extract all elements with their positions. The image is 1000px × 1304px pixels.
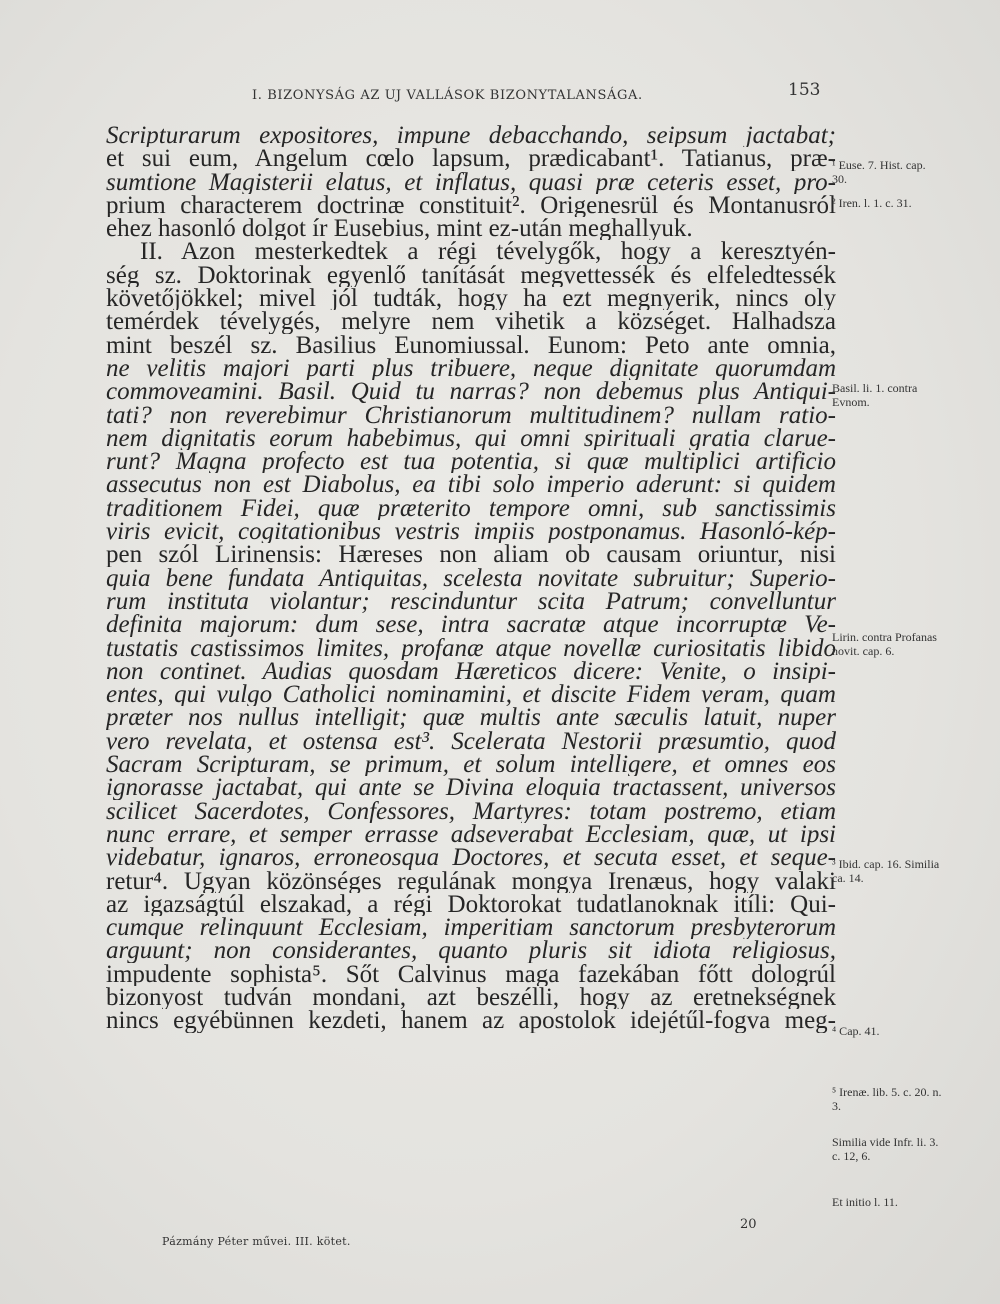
margin-note: Similia vide Infr. li. 3. c. 12, 6. — [832, 1135, 939, 1163]
text-line: prium characterem doctrinæ constituit². Origenesrül és Montanusról — [106, 193, 836, 218]
text-line: commoveamini. Basil. Quid tu narras? non debemus plus Antiqui- — [106, 380, 836, 404]
text-line: tustatis castissimos limites, profanæ atque novellæ curiositatis libido — [106, 636, 836, 660]
text-line: præter nos nullus intelligit; quæ multis ante sæculis latuit, nuper — [106, 706, 836, 730]
text-line: scilicet Sacerdotes, Confessores, Martyres: totam postremo, etiam — [106, 799, 836, 823]
body-text — [106, 124, 836, 1033]
text-line: vero revelata, et ostensa est³. Scelerata Nestorii præsumtio, quod — [106, 729, 836, 754]
text-line: mint beszél sz. Basilius Eunomiussal. Eunom: Peto ante omnia, — [106, 333, 836, 357]
text-line: arguunt; non considerantes, quanto pluris sit idiota religiosus, — [106, 939, 836, 963]
text-line: az igazságtúl elszakad, a régi Doktorokat tudatlanoknak itíli: Qui- — [106, 892, 836, 917]
text-line: quia bene fundata Antiquitas, scelesta novitate subruitur; Superio- — [106, 566, 836, 590]
text-line: bizonyost tudván mondani, azt beszélli, hogy az eretnekségnek — [106, 985, 836, 1010]
text-line: assecutus non est Diabolus, ea tibi solo imperio aderunt: si quidem — [106, 473, 836, 497]
margin-note: Et initio l. 11. — [832, 1195, 898, 1209]
text-line: pen szól Lirinensis: Hæreses non aliam ob causam oriuntur, nisi — [106, 543, 836, 567]
text-line: rum instituta violantur; rescinduntur scita Patrum; convelluntur — [106, 589, 836, 614]
text-line: követőjökkel; mivel jól tudták, hogy ha ezt megnyerik, nincs oly — [106, 287, 836, 311]
text-line: nunc errare, et semper errasse adseverabat Ecclesiam, quæ, ut ipsi — [106, 822, 836, 847]
margin-note: ¹ Euse. 7. Hist. cap. 30. — [832, 158, 926, 186]
text-line: impudente sophista⁵. Sőt Calvinus maga fazekában főtt dologrúl — [106, 962, 836, 986]
text-line: tati? non reverebimur Christianorum multitudinem? nullam ratio- — [106, 403, 836, 427]
text-line: entes, qui vulgo Catholici nominamini, et discite Fidem veram, quam — [106, 683, 836, 707]
text-line: II. Azon mesterkedtek a régi tévelygők, hogy a keresztyén- — [140, 240, 836, 264]
text-line: non continet. Audias quosdam Hæreticos dicere: Venite, o insipi- — [106, 659, 836, 684]
text-line: traditionem Fidei, quæ præterito tempore omni, sub sanctissimis — [106, 496, 836, 521]
text-line: ne velitis majori parti plus tribuere, neque dignitate quorumdam — [106, 356, 836, 381]
text-line: et sui eum, Angelum cœlo lapsum, prædicabant¹. Tatianus, præ- — [106, 147, 836, 171]
text-line: Scripturarum expositores, impune debacchando, seipsum jactabat; — [106, 124, 836, 148]
text-line: Sacram Scripturam, se primum, et solum intelligere, et omnes eos — [106, 753, 836, 777]
text-line: retur⁴. Ugyan közönséges regulának mongya Irenæus, hogy valaki — [106, 869, 836, 893]
text-line: videbatur, ignaros, erroneosqua Doctores, et secuta esset, et seque- — [106, 846, 836, 870]
margin-note: ⁵ Irenæ. lib. 5. c. 20. n. 3. — [832, 1085, 942, 1113]
text-line: ehez hasonló dolgot ír Eusebius, mint ez-után meghallyuk. — [106, 217, 693, 241]
text-line: viris evicit, cogitationibus vestris impiis postponamus. Hasonló-kép- — [106, 520, 836, 544]
text-line: nincs egyébünnen kezdeti, hanem az apostolok idejétűl-fogva meg- — [106, 1009, 836, 1033]
text-line: nem dignitatis eorum habebimus, qui omni spirituali gratia clarue- — [106, 426, 836, 451]
text-line: sumtione Magisterii elatus, et inflatus, quasi præ ceteris esset, pro- — [106, 170, 836, 194]
text-line: ignorasse jactabat, qui ante se Divina eloquia tractassent, universos — [106, 776, 836, 800]
margin-note: ² Iren. l. 1. c. 31. — [832, 196, 912, 210]
margin-note: ³ Ibid. cap. 16. Similia ca. 14. — [832, 857, 940, 885]
margin-note: Lirin. contra Profanas novit. cap. 6. — [832, 630, 937, 658]
margin-note: ⁴ Cap. 41. — [832, 1024, 880, 1038]
footer-imprint: Pázmány Péter művei. III. kötet. — [162, 1235, 351, 1248]
running-title: I. BIZONYSÁG AZ UJ VALLÁSOK BIZONYTALANSÁGA. — [252, 88, 643, 103]
page-number: 153 — [788, 80, 821, 100]
text-line: cumque relinquunt Ecclesiam, imperitiam sanctorum presbyterorum — [106, 916, 836, 940]
text-line: temérdek tévelygés, melyre nem vihetik a községet. Halhadsza — [106, 310, 836, 334]
text-line: definita majorum: dum sese, intra sacratæ atque incorruptæ Ve- — [106, 613, 836, 637]
text-line: ség sz. Doktorinak egyenlő tanítását megvettessék és elfeledtessék — [106, 263, 836, 288]
text-line: runt? Magna profecto est tua potentia, si quæ multiplici artificio — [106, 450, 836, 474]
margin-note: Basil. li. 1. contra Evnom. — [832, 381, 918, 409]
signature-mark: 20 — [740, 1217, 757, 1232]
